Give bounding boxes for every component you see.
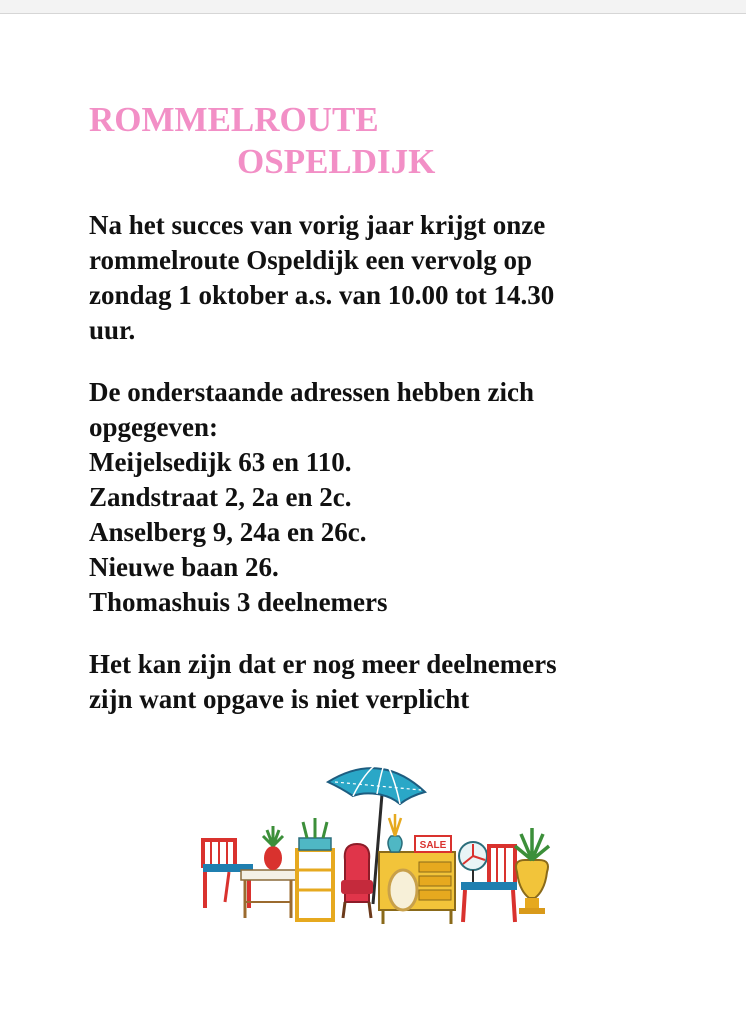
sale-sign-text: SALE <box>419 840 447 851</box>
address-line: Anselberg 9, 24a en 26c. <box>89 517 367 547</box>
intro-line: zondag 1 oktober a.s. van 10.00 tot 14.30 <box>89 280 555 310</box>
address-line: Zandstraat 2, 2a en 2c. <box>89 482 352 512</box>
flea-market-furniture-icon <box>195 752 565 932</box>
address-line: Thomashuis 3 deelnemers <box>89 587 388 617</box>
title-line-1: ROMMELROUTE <box>89 100 379 139</box>
intro-line: rommelroute Ospeldijk een vervolg op <box>89 245 532 275</box>
note-line: zijn want opgave is niet verplicht <box>89 684 470 714</box>
addresses-heading-line: opgegeven: <box>89 412 218 442</box>
address-line: Nieuwe baan 26. <box>89 552 279 582</box>
intro-line: uur. <box>89 315 136 345</box>
intro-line: Na het succes van vorig jaar krijgt onze <box>89 210 546 240</box>
title-line-2: OSPELDIJK <box>237 142 436 181</box>
flea-market-illustration <box>195 752 565 932</box>
window-top-border <box>0 0 746 14</box>
note-paragraph <box>89 647 729 717</box>
note-line: Het kan zijn dat er nog meer deelnemers <box>89 649 557 679</box>
addresses-heading-line: De onderstaande adressen hebben zich <box>89 377 535 407</box>
address-line: Meijelsedijk 63 en 110. <box>89 447 352 477</box>
addresses-paragraph <box>89 375 729 620</box>
intro-paragraph <box>89 208 729 348</box>
